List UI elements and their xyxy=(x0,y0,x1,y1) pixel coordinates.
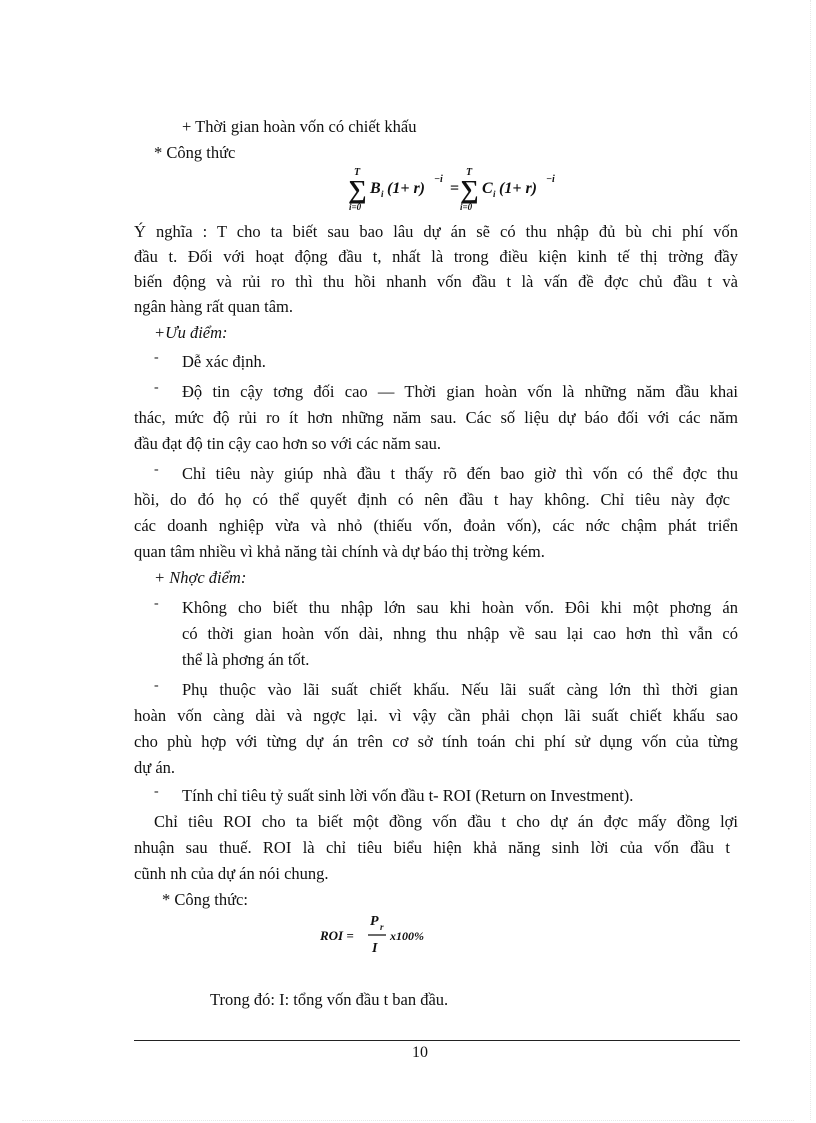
formula-svg xyxy=(318,910,458,958)
text-line: Phụ thuộc vào lãi suất chiết khấu. Nếu lãi suất càng lớn thì thời gian xyxy=(182,680,738,699)
text-line: hoàn vốn càng dài và ngợc lại. vì vậy cần phải chọn lãi suất chiết khấu sao xyxy=(134,706,738,725)
discount-factor-left: (1+ r) xyxy=(387,180,425,197)
text-line: hồi, do đó họ có thể quyết định có nên đầu t hay không. Chỉ tiêu này đợc xyxy=(134,490,730,509)
text-line: thác, mức độ rủi ro ít hơn những năm sau. Các số liệu dự báo đối với các năm xyxy=(134,408,738,427)
sum-lower-limit: i=0 xyxy=(349,202,362,212)
text-line: cũnh nh của dự án nói chung. xyxy=(134,864,329,883)
benefit-subscript: i xyxy=(381,189,384,199)
text-line: đầu đạt độ tin cậy cao hơn so với các năm sau. xyxy=(134,434,442,453)
exponent-right: −i xyxy=(546,174,555,185)
benefit-term: B xyxy=(370,180,381,197)
text-line: * Công thức: xyxy=(162,890,248,909)
text-line: Chỉ tiêu ROI cho ta biết một đồng vốn đầu t cho dự án đợc mấy đồng lợi xyxy=(154,812,738,831)
text-line: biến động và rủi ro thì thu hồi nhanh vốn đầu t là vấn đề đợc chủ đầu t và xyxy=(134,272,738,291)
page-number: 10 xyxy=(412,1044,428,1061)
text-line: dự án. xyxy=(134,758,176,777)
text-line: đầu t. Đối với hoạt động đầu t, nhất là trong điều kiện kinh tế thị trờng đầy xyxy=(134,247,738,266)
sum-upper-limit: T xyxy=(354,167,361,178)
roi-formula xyxy=(318,910,458,958)
exponent-left: −i xyxy=(434,174,443,185)
text-line: quan tâm nhiều vì khả năng tài chính và dự báo thị trờng kém. xyxy=(134,542,545,561)
bullet-dash: - xyxy=(154,784,159,799)
sum-upper-limit-2: T xyxy=(466,167,473,178)
text-line: Trong đó: I: tổng vốn đầu t ban đầu. xyxy=(210,990,449,1009)
text-line: thể là phơng án tốt. xyxy=(182,650,310,669)
sum-lower-limit-2: i=0 xyxy=(460,202,473,212)
formula-svg xyxy=(346,166,586,214)
text-line: Tính chỉ tiêu tỷ suất sinh lời vốn đầu t- ROI (Return on Investment). xyxy=(182,786,634,805)
roi-multiplier: x100% xyxy=(390,929,424,943)
discounted-payback-formula xyxy=(346,166,586,214)
page-edge-right xyxy=(810,0,811,1120)
text-line: Ý nghĩa : T cho ta biết sau bao lâu dự án sẽ có thu nhập đủ bù chi phí vốn xyxy=(134,222,738,241)
cost-term: C xyxy=(482,180,493,197)
bullet-dash: - xyxy=(154,350,159,365)
bullet-dash: - xyxy=(154,678,159,693)
text-line: nhuận sau thuế. ROI là chỉ tiêu biểu hiện khả năng sinh lời của vốn đầu t xyxy=(134,838,730,857)
section-heading: + Nhợc điểm: xyxy=(154,568,247,587)
roi-lhs: ROI = xyxy=(320,928,354,943)
sum-symbol-2: ∑ xyxy=(460,175,479,204)
text-line: ngân hàng rất quan tâm. xyxy=(134,297,293,316)
text-line: cho phù hợp với từng dự án trên cơ sở tính toán chi phí sử dụng vốn của từng xyxy=(134,732,738,751)
text-line: các doanh nghiệp vừa và nhỏ (thiếu vốn, đoản vốn), các nớc chậm phát triển xyxy=(134,516,738,535)
roi-numerator: P xyxy=(370,914,379,929)
text-line: Không cho biết thu nhập lớn sau khi hoàn vốn. Đôi khi một phơng án xyxy=(182,598,738,617)
sum-symbol: ∑ xyxy=(348,175,367,204)
discount-factor-right: (1+ r) xyxy=(499,180,537,197)
section-heading: +Ưu điểm: xyxy=(154,323,228,342)
text-line: có thời gian hoàn vốn dài, nhng thu nhập về sau lại cao hơn thì vẫn có xyxy=(182,624,738,643)
text-line: Dễ xác định. xyxy=(182,352,266,371)
bullet-dash: - xyxy=(154,380,159,395)
equals-sign: = xyxy=(450,180,460,197)
roi-denominator: I xyxy=(372,941,378,956)
cost-subscript: i xyxy=(493,189,496,199)
bullet-dash: - xyxy=(154,596,159,611)
roi-numerator-sub: r xyxy=(380,922,384,932)
text-line: + Thời gian hoàn vốn có chiết khấu xyxy=(182,117,417,136)
text-line: * Công thức xyxy=(154,143,236,162)
text-line: Độ tin cậy tơng đối cao — Thời gian hoàn vốn là những năm đầu khai xyxy=(182,382,738,401)
page-edge-bottom xyxy=(22,1120,794,1121)
footer-divider xyxy=(134,1040,740,1041)
text-line: Chỉ tiêu này giúp nhà đầu t thấy rõ đến bao giờ thì vốn có thể đợc thu xyxy=(182,464,738,483)
bullet-dash: - xyxy=(154,462,159,477)
